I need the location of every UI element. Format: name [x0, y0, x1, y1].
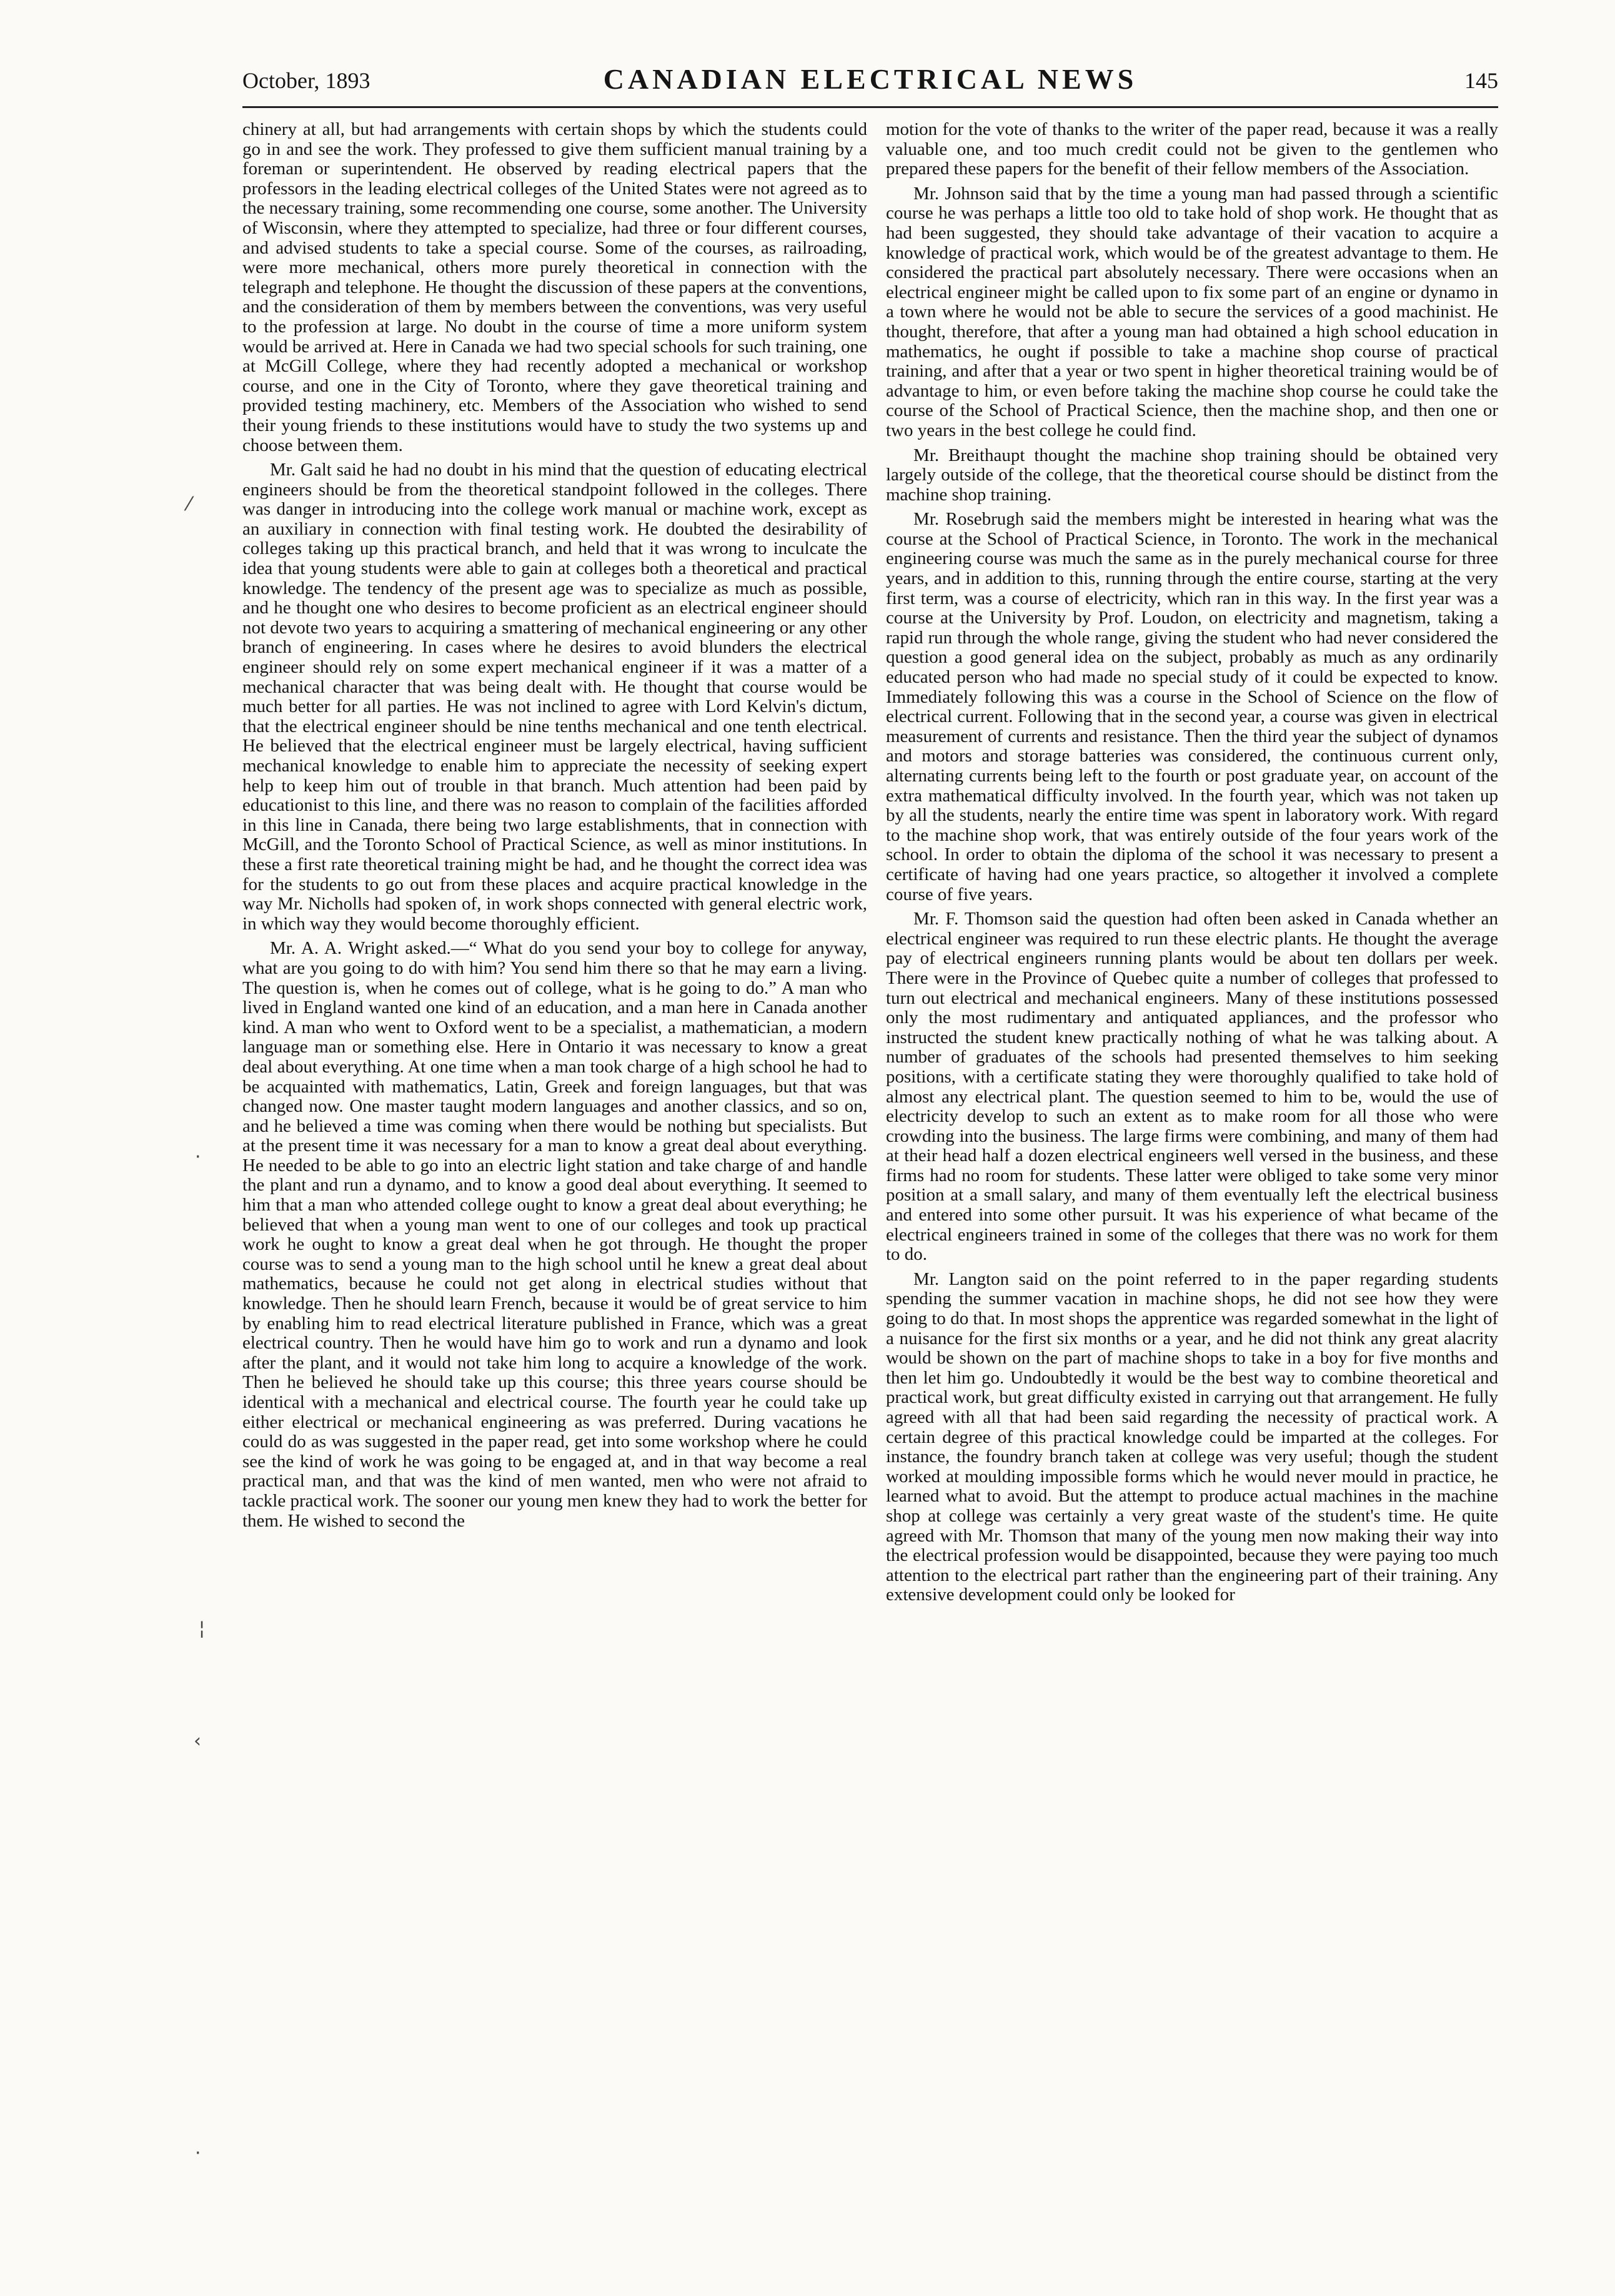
- paragraph: Mr. A. A. Wright asked.—“ What do you send your boy to college for anyway, what are you going to do with him? You send him there so that he may earn a living. The question is, when he comes out of college, what is he going to do.” A man who lived in England wanted one kind of an education, and a man here in Canada another kind. A man who went to Oxford went to be a specialist, a mathematician, a modern language man or something else. Here in Ontario it was necessary to know a great deal about everything. At one time when a man took charge of a high school he had to be acquainted with mathematics, Latin, Greek and foreign languages, but that was changed now. One master taught modern languages and another classics, and so on, and he believed a time was coming when there would be nothing but specialists. But at the present time it was necessary for a man to know a great deal about everything. He needed to be able to go into an electric light station and take charge of and handle the plant and run a dynamo, and to know a good deal about everything. It seemed to him that a man who attended college ought to know a great deal about everything; he believed that when a young man went to one of our colleges and took up practical work he ought to know a great deal when he got through. He thought the proper course was to send a young man to the high school until he knew a great deal about mathematics, because he could not get along in electrical studies without that knowledge. Then he should learn French, because it would be of great service to him by enabling him to read electrical literature published in France, which was a great electrical country. Then he would have him go to work and run a dynamo and look after the plant, and it would not take him long to acquire a knowledge of the work. Then he believed he should take up this course; this three years course should be identical with a mechanical and electrical course. The fourth year he could take up either electrical or mechanical engineering as was preferred. During vacations he could do as was suggested in the paper read, get into some workshop where he could see the kind of work he was going to be engaged at, and in that way become a real practical man, and that was the kind of men wanted, men who were not afraid to tackle practical work. The sooner our young men knew they had to work the better for them. He wished to second the: [242, 938, 867, 1531]
- page-number: 145: [1464, 68, 1498, 93]
- margin-mark: ‹: [194, 1730, 201, 1752]
- paragraph: Mr. Galt said he had no doubt in his mind that the question of educating electrical engineers should be from the theoretical standpoint followed in the colleges. There was danger in introducing into the college work manual or machine work, except as an auxiliary in connection with final testing work. He doubted the desirability of colleges taking up this practical branch, and held that it was wrong to inculcate the idea that young students were able to gain at colleges both a theoretical and practical knowledge. The tendency of the present age was to specialize as much as possible, and he thought one who desires to become proficient as an electrical engineer should not devote two years to acquiring a smattering of mechanical engineering or any other branch of engineering. In cases where he desires to avoid blunders the electrical engineer should rely on some expert mechanical engineer if it was a matter of a mechanical character that was being dealt with. He thought that course would be much better for all parties. He was not inclined to agree with Lord Kelvin's dictum, that the electrical engineer should be nine tenths mechanical and one tenth electrical. He believed that the electrical engineer must be largely electrical, having sufficient mechanical knowledge to enable him to appreciate the necessity of seeking expert help to keep him out of trouble in that branch. Much attention had been paid by educationist to this line, and there was no reason to complain of the facilities afforded in this line in Canada, there being two large establishments, that in connection with McGill, and the Toronto School of Practical Science, as well as minor institutions. In these a first rate theoretical training might be had, and he thought the correct idea was for the students to go out from these places and acquire practical knowledge in the way Mr. Nicholls had spoken of, in work shops connected with general electric work, in which way they would become thoroughly efficient.: [242, 460, 867, 934]
- page-header: [242, 60, 1498, 110]
- paragraph: Mr. Rosebrugh said the members might be interested in hearing what was the course at the School of Practical Science, in Toronto. The work in the mechanical engineering course was much the same as in the purely mechanical course for three years, and in addition to this, running through the entire course, starting at the very first term, was a course of electricity, which ran in this way. In the first year was a course at the University by Prof. Loudon, on electricity and magnetism, taking a rapid run through the whole range, giving the student who had never considered the question a good general idea on the subject, probably as much as any ordinarily educated person who had made no special study of it could be expected to know. Immediately following this was a course in the School of Science on the flow of electrical current. Following that in the second year, a course was given in electrical measurement of currents and resistance. Then the third year the subject of dynamos and motors and storage batteries was considered, the continuous current only, alternating currents being left to the fourth or post graduate year, on account of the extra mathematical difficulty involved. In the fourth year, which was not taken up by all the students, nearly the entire time was spent in laboratory work. With regard to the machine shop work, that was entirely outside of the four years work of the school. In order to obtain the diploma of the school it was necessary to present a certificate of having had one years practice, so altogether it involved a complete course of five years.: [886, 509, 1498, 904]
- margin-mark: ·: [195, 1146, 201, 1168]
- publication-title: CANADIAN ELECTRICAL NEWS: [603, 63, 1138, 95]
- paragraph: Mr. F. Thomson said the question had often been asked in Canada whether an electrical engineer was required to run these electric plants. He thought the average pay of electrical engineers running plants would be about ten dollars per week. There were in the Province of Quebec quite a number of colleges that professed to turn out electrical and mechanical engineers. Many of these institutions possessed only the most rudimentary and antiquated appliances, and the professor who instructed the student knew practically nothing of what he was talking about. A number of graduates of the schools had presented themselves to him seeking positions, with a certificate stating they were thoroughly qualified to take hold of almost any electrical plant. The question seemed to him to be, would the use of electricity develop to such an extent as to make room for all those who were crowding into the business. The large firms were combining, and many of them had at their head half a dozen electrical engineers well versed in the business, and these firms had no room for students. These latter were obliged to take some very minor position at a small salary, and many of them eventually left the electrical business and entered into some other pursuit. It was his experience of what became of the electrical engineers trained in some of the colleges that there was no work for them to do.: [886, 909, 1498, 1265]
- margin-mark: ¦: [199, 1618, 206, 1640]
- paragraph: Mr. Langton said on the point referred to in the paper regarding students spending the summer vacation in machine shops, he did not see how they were going to do that. In most shops the apprentice was regarded somewhat in the light of a nuisance for the first six months or a year, and he did not think any great alacrity would be shown on the part of machine shops to take in a boy for five months and then let him go. Undoubtedly it would be the best way to combine theoretical and practical work, but great difficulty existed in carrying out that arrangement. He fully agreed with all that had been said regarding the necessity of practical work. A certain degree of this practical knowledge could be imparted at the colleges. For instance, the foundry branch taken at college was very useful; though the student worked at moulding impossible forms which he would never mould in practice, he learned what to avoid. But the attempt to produce actual machines in the machine shop at college was certainly a very great waste of the student's time. He quite agreed with Mr. Thomson that many of the young men now making their way into the electrical profession would be disappointed, because they were paying too much attention to the electrical part rather than the engineering part of their training. Any extensive development could only be looked for: [886, 1269, 1498, 1605]
- header-rule: [242, 106, 1498, 108]
- paragraph: chinery at all, but had arrangements with certain shops by which the students could go in and see the work. They professed to give them sufficient manual training by a foreman or superintendent. He observed by reading electrical papers that the professors in the leading electrical colleges of the United States were not agreed as to the necessary training, some recommending one course, some another. The University of Wisconsin, where they attempted to specialize, had three or four different courses, and advised students to take a special course. Some of the courses, as railroading, were more mechanical, others more purely theoretical in connection with the telegraph and telephone. He thought the discussion of these papers at the conventions, and the consideration of them by members between the conventions, was very useful to the profession at large. No doubt in the course of time a more uniform system would be arrived at. Here in Canada we had two special schools for such training, one at McGill College, where they had recently adopted a mechanical or workshop course, and one in the City of Toronto, where they gave theoretical training and provided testing machinery, etc. Members of the Association who wished to send their young friends to these institutions would have to study the two systems up and choose between them.: [242, 120, 867, 455]
- margin-mark: ⁄: [187, 493, 191, 515]
- right-column: [886, 120, 1498, 2269]
- left-column: [242, 120, 867, 2269]
- margin-mark: ·: [195, 2142, 201, 2164]
- issue-date: October, 1893: [242, 68, 370, 93]
- paragraph: Mr. Johnson said that by the time a young man had passed through a scientific course he was perhaps a little too old to take hold of shop work. He thought that as had been suggested, they should take advantage of their vacation to acquire a knowledge of practical work, which would be of the greatest advantage to them. He considered the practical part absolutely necessary. There were occasions when an electrical engineer might be called upon to fix some part of an engine or dynamo in a town where he would not be able to secure the services of a good machinist. He thought, therefore, that after a young man had obtained a high school education in mathematics, he ought if possible to take a machine shop course of practical training, and after that a year or two spent in higher theoretical training would be of advantage to him, or even before taking the machine shop course he could take the course of the School of Practical Science, then the machine shop, and then one or two years in the best college he could find.: [886, 183, 1498, 440]
- paragraph: Mr. Breithaupt thought the machine shop training should be obtained very largely outside of the college, that the theoretical course should be distinct from the machine shop training.: [886, 445, 1498, 505]
- paragraph: motion for the vote of thanks to the writer of the paper read, because it was a really valuable one, and too much credit could not be given to the gentlemen who prepared these papers for the benefit of their fellow members of the Association.: [886, 120, 1498, 179]
